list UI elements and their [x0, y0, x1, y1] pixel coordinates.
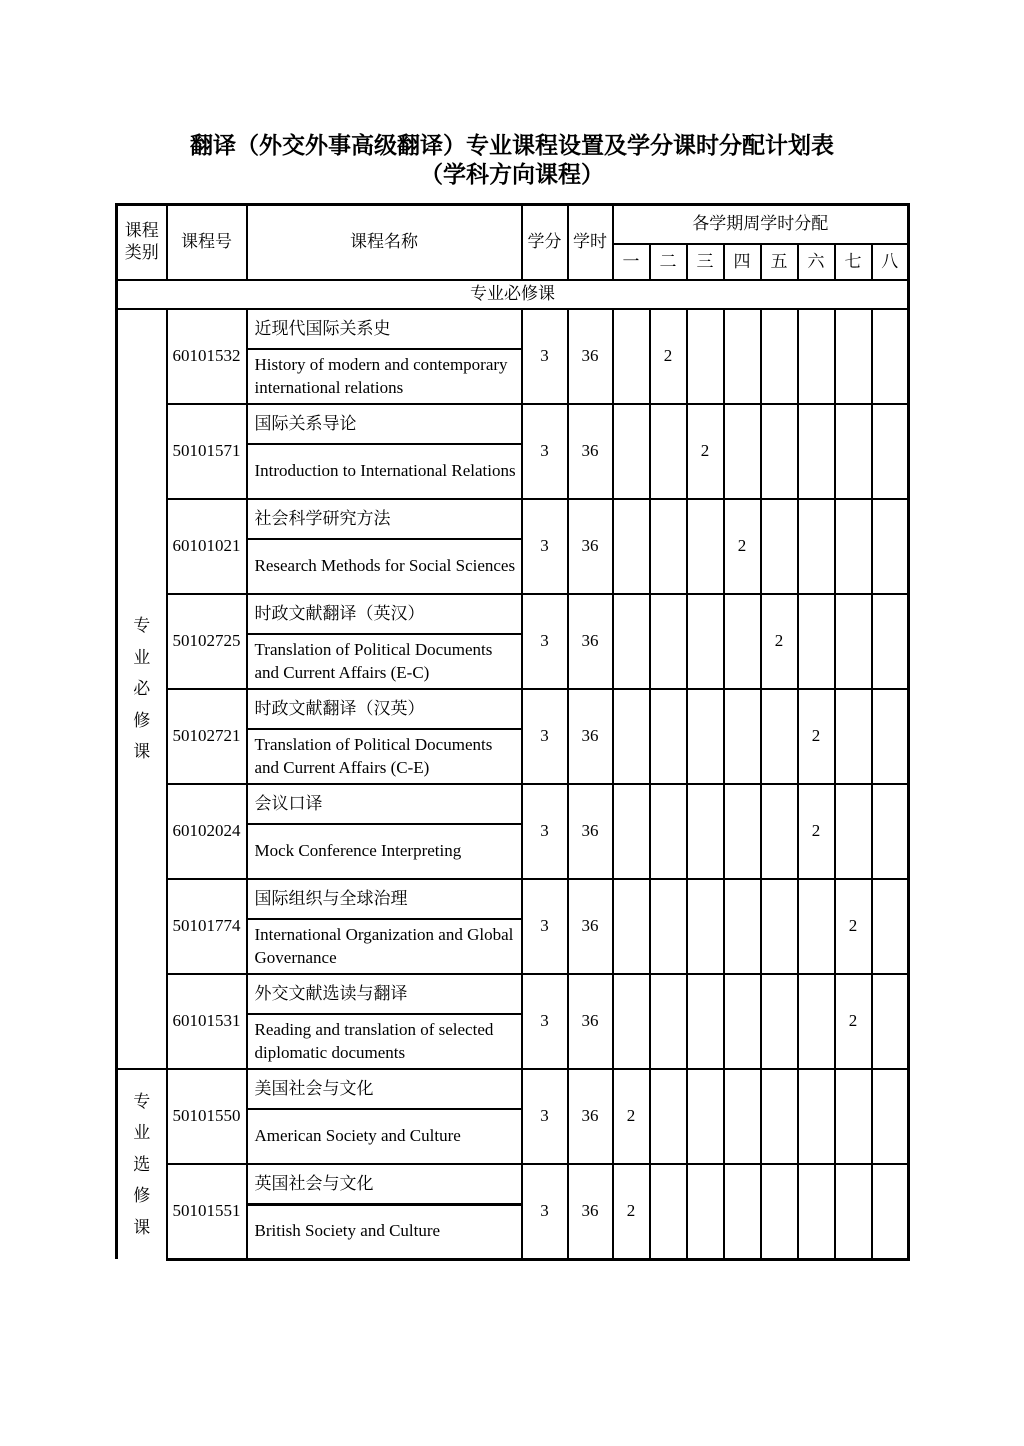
semester-hours-4: [724, 784, 761, 879]
semester-hours-7: [835, 594, 872, 689]
header-name: 课程名称: [247, 204, 522, 280]
semester-hours-8: [872, 974, 909, 1069]
section-banner: 专业必修课: [117, 280, 909, 309]
course-credits: 3: [522, 1069, 568, 1164]
header-semester-7: 七: [835, 244, 872, 280]
semester-hours-6: [798, 1164, 835, 1259]
course-name-en: International Organization and Global Governance: [247, 919, 522, 974]
semester-hours-4: [724, 1069, 761, 1164]
course-hours: 36: [568, 309, 613, 404]
semester-hours-2: [650, 1069, 687, 1164]
course-name-en: American Society and Culture: [247, 1109, 522, 1164]
semester-hours-6: [798, 879, 835, 974]
course-row: [117, 594, 909, 634]
category-label: 专业必修课: [133, 616, 151, 762]
semester-hours-6: [798, 309, 835, 404]
doc-title: 翻译（外交外事高级翻译）专业课程设置及学分课时分配计划表: [190, 133, 834, 158]
semester-hours-3: [687, 499, 724, 594]
semester-hours-8: [872, 1164, 909, 1259]
semester-hours-3: [687, 1164, 724, 1259]
semester-hours-4: [724, 594, 761, 689]
course-name-zh: 美国社会与文化: [247, 1069, 522, 1109]
semester-hours-5: [761, 309, 798, 404]
course-credits: 3: [522, 784, 568, 879]
header-code: 课程号: [167, 204, 247, 280]
semester-hours-4: [724, 404, 761, 499]
semester-hours-4: [724, 1164, 761, 1259]
semester-hours-1: [613, 594, 650, 689]
semester-hours-8: [872, 404, 909, 499]
semester-hours-7: [835, 1164, 872, 1259]
semester-hours-3: [687, 1069, 724, 1164]
semester-hours-6: [798, 499, 835, 594]
semester-hours-6: 2: [798, 784, 835, 879]
course-credits: 3: [522, 594, 568, 689]
semester-hours-5: 2: [761, 594, 798, 689]
semester-hours-3: 2: [687, 404, 724, 499]
semester-hours-5: [761, 404, 798, 499]
course-hours: 36: [568, 594, 613, 689]
category-cell: [117, 1069, 167, 1259]
course-name-en: History of modern and contemporary international relations: [247, 349, 522, 404]
course-code: 50102725: [167, 594, 247, 689]
course-name-zh: 会议口译: [247, 784, 522, 824]
curriculum-table: [115, 203, 910, 1261]
course-hours: 36: [568, 404, 613, 499]
header-category: 课程类别: [117, 204, 167, 280]
semester-hours-7: [835, 689, 872, 784]
semester-hours-1: 2: [613, 1164, 650, 1259]
course-credits: 3: [522, 404, 568, 499]
semester-hours-5: [761, 879, 798, 974]
semester-hours-2: 2: [650, 309, 687, 404]
semester-hours-1: [613, 404, 650, 499]
semester-hours-7: [835, 309, 872, 404]
course-code: 60102024: [167, 784, 247, 879]
semester-hours-6: 2: [798, 689, 835, 784]
semester-hours-8: [872, 689, 909, 784]
semester-hours-3: [687, 879, 724, 974]
semester-hours-4: [724, 309, 761, 404]
semester-hours-8: [872, 1069, 909, 1164]
semester-hours-3: [687, 594, 724, 689]
course-row: [117, 974, 909, 1014]
header-semester-1: 一: [613, 244, 650, 280]
course-hours: 36: [568, 879, 613, 974]
course-credits: 3: [522, 689, 568, 784]
course-row: [117, 1164, 909, 1204]
semester-hours-4: [724, 879, 761, 974]
table-body: [117, 280, 909, 1259]
semester-hours-7: [835, 1069, 872, 1164]
course-credits: 3: [522, 309, 568, 404]
course-hours: 36: [568, 1069, 613, 1164]
semester-hours-3: [687, 974, 724, 1069]
course-name-zh: 时政文献翻译（英汉）: [247, 594, 522, 634]
semester-hours-2: [650, 879, 687, 974]
semester-hours-3: [687, 784, 724, 879]
course-hours: 36: [568, 499, 613, 594]
header-semester-group: 各学期周学时分配: [613, 204, 909, 244]
course-hours: 36: [568, 974, 613, 1069]
semester-hours-6: [798, 404, 835, 499]
semester-hours-8: [872, 309, 909, 404]
semester-hours-5: [761, 974, 798, 1069]
course-name-en: Introduction to International Relations: [247, 444, 522, 499]
semester-hours-5: [761, 1069, 798, 1164]
course-name-en: Translation of Political Documents and Current Affairs (C-E): [247, 729, 522, 784]
semester-hours-1: [613, 689, 650, 784]
course-row: [117, 784, 909, 824]
course-code: 60101532: [167, 309, 247, 404]
semester-hours-2: [650, 1164, 687, 1259]
table-header: [117, 204, 909, 280]
semester-hours-7: [835, 784, 872, 879]
course-code: 50101550: [167, 1069, 247, 1164]
course-row: [117, 879, 909, 919]
semester-hours-5: [761, 499, 798, 594]
semester-hours-1: [613, 879, 650, 974]
course-name-zh: 外交文献选读与翻译: [247, 974, 522, 1014]
semester-hours-2: [650, 594, 687, 689]
semester-hours-4: [724, 689, 761, 784]
semester-hours-1: 2: [613, 1069, 650, 1164]
semester-hours-8: [872, 879, 909, 974]
course-name-zh: 国际关系导论: [247, 404, 522, 444]
semester-hours-8: [872, 784, 909, 879]
category-cell: [117, 309, 167, 1069]
course-name-zh: 国际组织与全球治理: [247, 879, 522, 919]
header-semester-6: 六: [798, 244, 835, 280]
category-label: 专业选修课: [133, 1091, 151, 1237]
semester-hours-5: [761, 1164, 798, 1259]
course-name-zh: 英国社会与文化: [247, 1164, 522, 1204]
course-hours: 36: [568, 1164, 613, 1259]
course-code: 50101774: [167, 879, 247, 974]
course-hours: 36: [568, 689, 613, 784]
course-row: [117, 309, 909, 349]
semester-hours-1: [613, 784, 650, 879]
semester-hours-7: 2: [835, 974, 872, 1069]
doc-subtitle: （学科方向课程）: [420, 161, 604, 187]
semester-hours-2: [650, 404, 687, 499]
course-code: 60101021: [167, 499, 247, 594]
semester-hours-3: [687, 689, 724, 784]
course-code: 50101551: [167, 1164, 247, 1259]
header-semester-4: 四: [724, 244, 761, 280]
semester-hours-7: [835, 404, 872, 499]
course-row: [117, 1069, 909, 1109]
semester-hours-2: [650, 499, 687, 594]
course-name-en: Research Methods for Social Sciences: [247, 539, 522, 594]
course-hours: 36: [568, 784, 613, 879]
course-row: [117, 499, 909, 539]
semester-hours-2: [650, 689, 687, 784]
semester-hours-7: [835, 499, 872, 594]
semester-hours-6: [798, 594, 835, 689]
semester-hours-5: [761, 784, 798, 879]
course-code: 50102721: [167, 689, 247, 784]
semester-hours-6: [798, 1069, 835, 1164]
semester-hours-6: [798, 974, 835, 1069]
course-credits: 3: [522, 879, 568, 974]
header-semester-3: 三: [687, 244, 724, 280]
semester-hours-3: [687, 309, 724, 404]
course-name-zh: 近现代国际关系史: [247, 309, 522, 349]
course-name-en: Reading and translation of selected diplomatic documents: [247, 1014, 522, 1069]
semester-hours-7: 2: [835, 879, 872, 974]
semester-hours-1: [613, 974, 650, 1069]
semester-hours-1: [613, 499, 650, 594]
course-name-zh: 时政文献翻译（汉英）: [247, 689, 522, 729]
section-banner-row: [117, 280, 909, 309]
semester-hours-2: [650, 784, 687, 879]
course-credits: 3: [522, 499, 568, 594]
semester-hours-4: [724, 974, 761, 1069]
header-hours: 学时: [568, 204, 613, 280]
header-semester-2: 二: [650, 244, 687, 280]
course-name-en: Translation of Political Documents and Current Affairs (E-C): [247, 634, 522, 689]
semester-hours-8: [872, 594, 909, 689]
course-name-zh: 社会科学研究方法: [247, 499, 522, 539]
header-credits: 学分: [522, 204, 568, 280]
header-semester-8: 八: [872, 244, 909, 280]
semester-hours-8: [872, 499, 909, 594]
course-credits: 3: [522, 1164, 568, 1259]
course-code: 60101531: [167, 974, 247, 1069]
semester-hours-5: [761, 689, 798, 784]
course-credits: 3: [522, 974, 568, 1069]
course-row: [117, 404, 909, 444]
header-semester-5: 五: [761, 244, 798, 280]
semester-hours-1: [613, 309, 650, 404]
semester-hours-2: [650, 974, 687, 1069]
semester-hours-4: 2: [724, 499, 761, 594]
course-row: [117, 689, 909, 729]
course-code: 50101571: [167, 404, 247, 499]
course-name-en: Mock Conference Interpreting: [247, 824, 522, 879]
course-name-en: British Society and Culture: [247, 1204, 522, 1259]
